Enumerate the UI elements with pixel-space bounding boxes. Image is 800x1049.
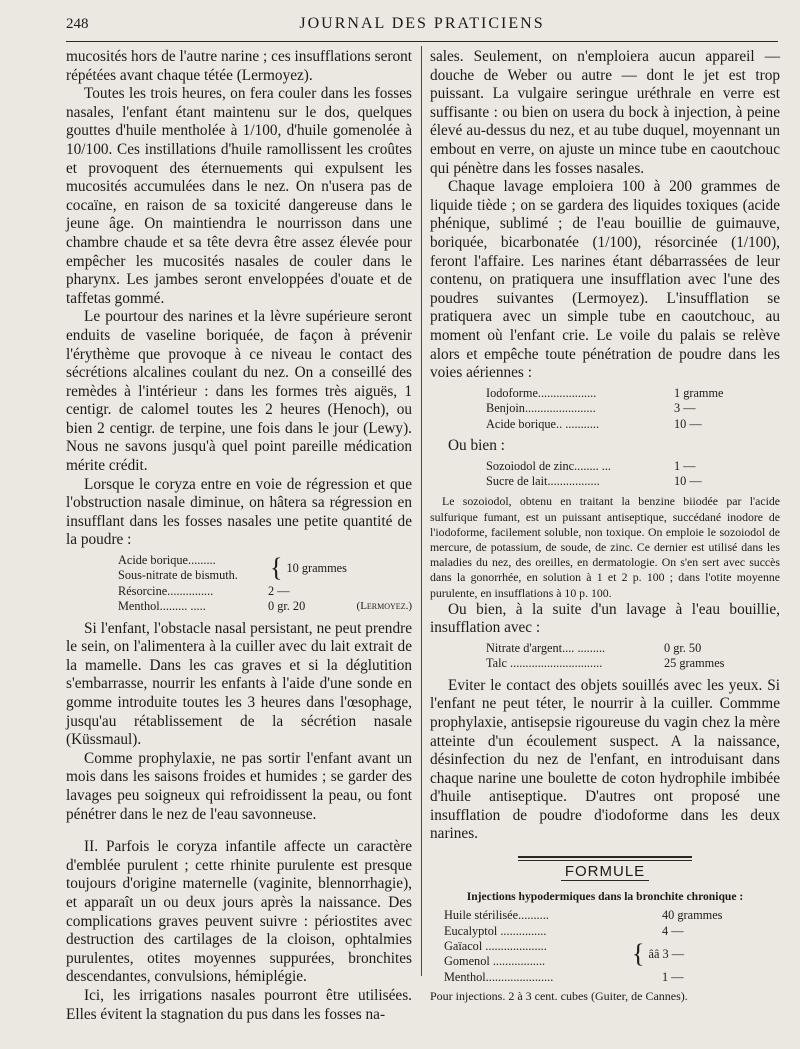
- rx-item-dose: 2 —: [268, 583, 290, 598]
- paragraph: sales. Seulement, on n'emploiera aucun appareil — douche de Weber ou autre — dont le jet est trop puissant. La vulgaire seringue uréthrale en verre est suffisante : ou bien on usera du bock à injection, à peine élevé au-dessus du nez, et au tube duquel, moyennant un embout en verre, on ajuste un mince tube en caoutchouc qui pénètre dans les fosses nasales.: [430, 48, 780, 177]
- rx-item-name: Eucalyptol ...............: [444, 923, 547, 938]
- rx-item-dose: 1 gramme: [674, 385, 724, 400]
- rx-item-name: Gaïacol ....................: [444, 939, 547, 954]
- rx-item-dose: 3 —: [674, 401, 696, 416]
- brace: {: [632, 939, 645, 969]
- rx-item: [486, 386, 780, 401]
- rx-item: [486, 459, 780, 474]
- paragraph: Lorsque le coryza entre en voie de régression et que l'obstruction nasale diminue, on hâtera sa régression en insufflant dans les fosses nasales une petite quantité de la poudre :: [66, 475, 412, 549]
- rx-grouped-items: [118, 553, 412, 584]
- rx-item-dose: 0 gr. 50: [664, 640, 702, 655]
- rx-author: (Lermoyez.): [356, 600, 412, 613]
- rx-item-dose: 10 —: [674, 416, 702, 431]
- rx-item: [444, 924, 780, 939]
- paragraph: Le pourtour des narines et la lèvre supérieure seront enduits de vaseline boriquée, de façon à prévenir l'érythème que provoque à ce niveau le contact des sécrétions alcalines coulant du nez. On a conseillé des remèdes à l'intérieur : dans les formes très aiguës, 1 centigr. de calomel toutes les 2 heures (Henoch), ou bien 2 centigr. de terpine, une fois dans le jour (Lewy). Nous ne savons jusqu'à quel point pareille médication mérite crédit.: [66, 308, 412, 475]
- rx-item-name: Acide borique.........: [118, 553, 216, 568]
- paragraph: Si l'enfant, l'obstacle nasal persistant, ne peut prendre le sein, on l'alimentera à la cuiller avec du lait extrait de la mamelle. Dans les cas graves et si la déglutition s'embarrasse, nourrir les enfants à l'aide d'une sonde en gomme introduite toutes les 3 heures dans l'œsophage, jusqu'au rétablissement de la sécrétion nasale (Küssmaul).: [66, 619, 412, 749]
- paragraph: Chaque lavage emploiera 100 à 200 grammes de liquide tiède ; on se gardera des liquides toxiques (acide phénique, sublimé ; de l'eau bouillie de guimauve, boriquée, bicarbonatée (1/100), résorcinée (1/100), feront l'affaire. Les narines étant débarrassées de leur contenu, on pratiquera une insufflation avec l'une des poudres suivantes (Lermoyez). L'insufflation se pratiquera avec un simple tube en caoutchouc, au moment où l'enfant crie. Le voile du palais se relève alors et empêche toute pénétration de poudre dans les voies aériennes :: [430, 178, 780, 382]
- rx-item-name: Gomenol .................: [444, 954, 546, 969]
- paragraph: Toutes les trois heures, on fera couler dans les fosses nasales, l'enfant étant maintenu sur le dos, quelques gouttes d'huile mentholée à 1/100, d'huile gomenolée à 10/100. Ces instillations d'huile ramollissent les croûtes et provoquent des éternuements qui expulsent les mucosités accumulées dans le nez. On n'usera pas de cocaïne, en raison de sa toxicité dangereuse dans le jeune âge. On maintiendra le nourrisson dans une chambre chaude et sa tête devra être assez élevée pour empêcher les mucosités nasales de couler dans le pharynx. Les jambes seront enveloppées d'ouate et de taffetas gommé.: [66, 85, 412, 307]
- rx-item: [486, 474, 780, 489]
- paragraph: Eviter le contact des objets souillés avec les yeux. Si l'enfant ne peut téter, le nourrir à la cuiller. Commme prophylaxie, antisepsie rigoureuse du vagin chez la mère atteinte d'un écoulement suspect. A la naissance, désinfection du nez de l'enfant, en introduisant dans chaque narine une boulette de coton hydrophile imbibée d'huile antiseptique. D'autres ont proposé une insufflation de poudre d'iodoforme dans les deux narines.: [430, 676, 780, 843]
- footnote: Le sozoiodol, obtenu en traitant la benzine biiodée par l'acide sulfurique fumant, est un puissant antiseptique, succédané inodore de l'iodoforme, facilement soluble, non toxique. On emploie le sozoiodol de mercure, de potassium, de soude, de zinc. Ce dernier est utilisé dans les maladies du nez, des oreilles, en dermatologie. On s'en sert avec succès dans la gonorrhée, en solution à 1 et 2 p. 100 ; dans l'otite moyenne purulente, en insufflations à 10 p. 100.: [430, 494, 780, 600]
- prescription-iodoform: [486, 386, 780, 432]
- paragraph: Comme prophylaxie, ne pas sortir l'enfant avant un mois dans les saisons froides et humides ; se garder des lavages peu soigneux qui refroidissent la peau, ou font pénétrer dans le nez de l'eau savonneuse.: [66, 749, 412, 823]
- brace: {: [270, 553, 283, 583]
- rx-item-name: Iodoforme...................: [486, 385, 597, 400]
- rx-item: [444, 908, 780, 923]
- rx-item: [486, 656, 780, 671]
- rx-item-name: Résorcine...............: [118, 583, 214, 598]
- rx-grouped-items: [444, 939, 780, 970]
- paragraph: mucosités hors de l'autre narine ; ces insufflations seront répétées avant chaque tétée (Lermoyez).: [66, 48, 412, 84]
- rx-item-name: Sous-nitrate de bismuth.: [118, 568, 238, 583]
- rx-item-name: Nitrate d'argent.... .........: [486, 640, 606, 655]
- rx-item: [444, 970, 780, 985]
- rx-item-dose: 10 —: [674, 473, 702, 488]
- rx-item-dose: 10 grammes: [286, 560, 347, 575]
- formule-title-text: FORMULE: [561, 863, 649, 881]
- formule-title: [430, 863, 780, 882]
- column-divider: [421, 46, 422, 976]
- formule-rule: [518, 856, 692, 858]
- formule-prescription: [444, 908, 780, 985]
- paragraph: Ici, les irrigations nasales pourront être utilisées. Elles évitent la stagnation du pus dans les fosses na-: [66, 986, 412, 1023]
- rx-item-dose: 40 grammes: [662, 908, 723, 923]
- rx-item-name: Huile stérilisée..........: [444, 908, 549, 923]
- rx-item: [118, 584, 412, 599]
- rx-item-name: Sozoiodol de zinc........ ...: [486, 458, 611, 473]
- prescription-sozoiodol: [486, 459, 780, 490]
- rx-item-dose: 4 —: [662, 923, 684, 938]
- rx-item-dose: 0 gr. 20: [268, 599, 306, 614]
- rx-item-name: Menthol......... .....: [118, 599, 206, 614]
- left-column: [66, 48, 412, 1024]
- rx-item: [118, 599, 412, 614]
- page-number: 248: [66, 16, 89, 32]
- rx-item-name: Benjoin.......................: [486, 401, 596, 416]
- rx-item: [486, 417, 780, 432]
- paragraph: II. Parfois le coryza infantile affecte un caractère d'emblée purulent ; cette rhinite purulente est presque toujours d'origine maternelle (vaginite, blennorrhagie), et apparaît un ou deux jours après la naissance. Des complications graves peuvent suivre : périostites avec destruction des cartilages de la cloison, ophtalmies purulentes, otites moyennes suppurées, bronchites descendantes, convulsions, hémiplégie.: [66, 838, 412, 986]
- rx-item-dose: 1 —: [662, 969, 684, 984]
- rx-item: [486, 401, 780, 416]
- right-column: [430, 48, 780, 1004]
- paragraph: Ou bien, à la suite d'un lavage à l'eau bouillie, insufflation avec :: [430, 600, 780, 637]
- rx-item-name: Sucre de lait.................: [486, 473, 600, 488]
- rx-item-name: Menthol......................: [444, 969, 554, 984]
- prescription-powder: [118, 553, 412, 615]
- rx-item-name: Acide borique.. ...........: [486, 416, 600, 431]
- journal-title: JOURNAL DES PRATICIENS: [299, 15, 545, 32]
- running-header: [66, 12, 778, 42]
- paragraph: Ou bien :: [448, 436, 505, 454]
- formule-footer: Pour injections. 2 à 3 cent. cubes (Guiter, de Cannes).: [430, 989, 688, 1004]
- prescription-silver-nitrate: [486, 641, 780, 672]
- rx-item-dose: 1 —: [674, 458, 696, 473]
- rx-item-name: Talc ..............................: [486, 656, 603, 671]
- rx-item-dose: 25 grammes: [664, 656, 725, 671]
- rx-item: [486, 641, 780, 656]
- formule-rule: [518, 860, 692, 861]
- rx-item-dose: ââ 3 —: [648, 946, 684, 961]
- formule-subtitle: Injections hypodermiques dans la bronchite chronique :: [466, 889, 744, 903]
